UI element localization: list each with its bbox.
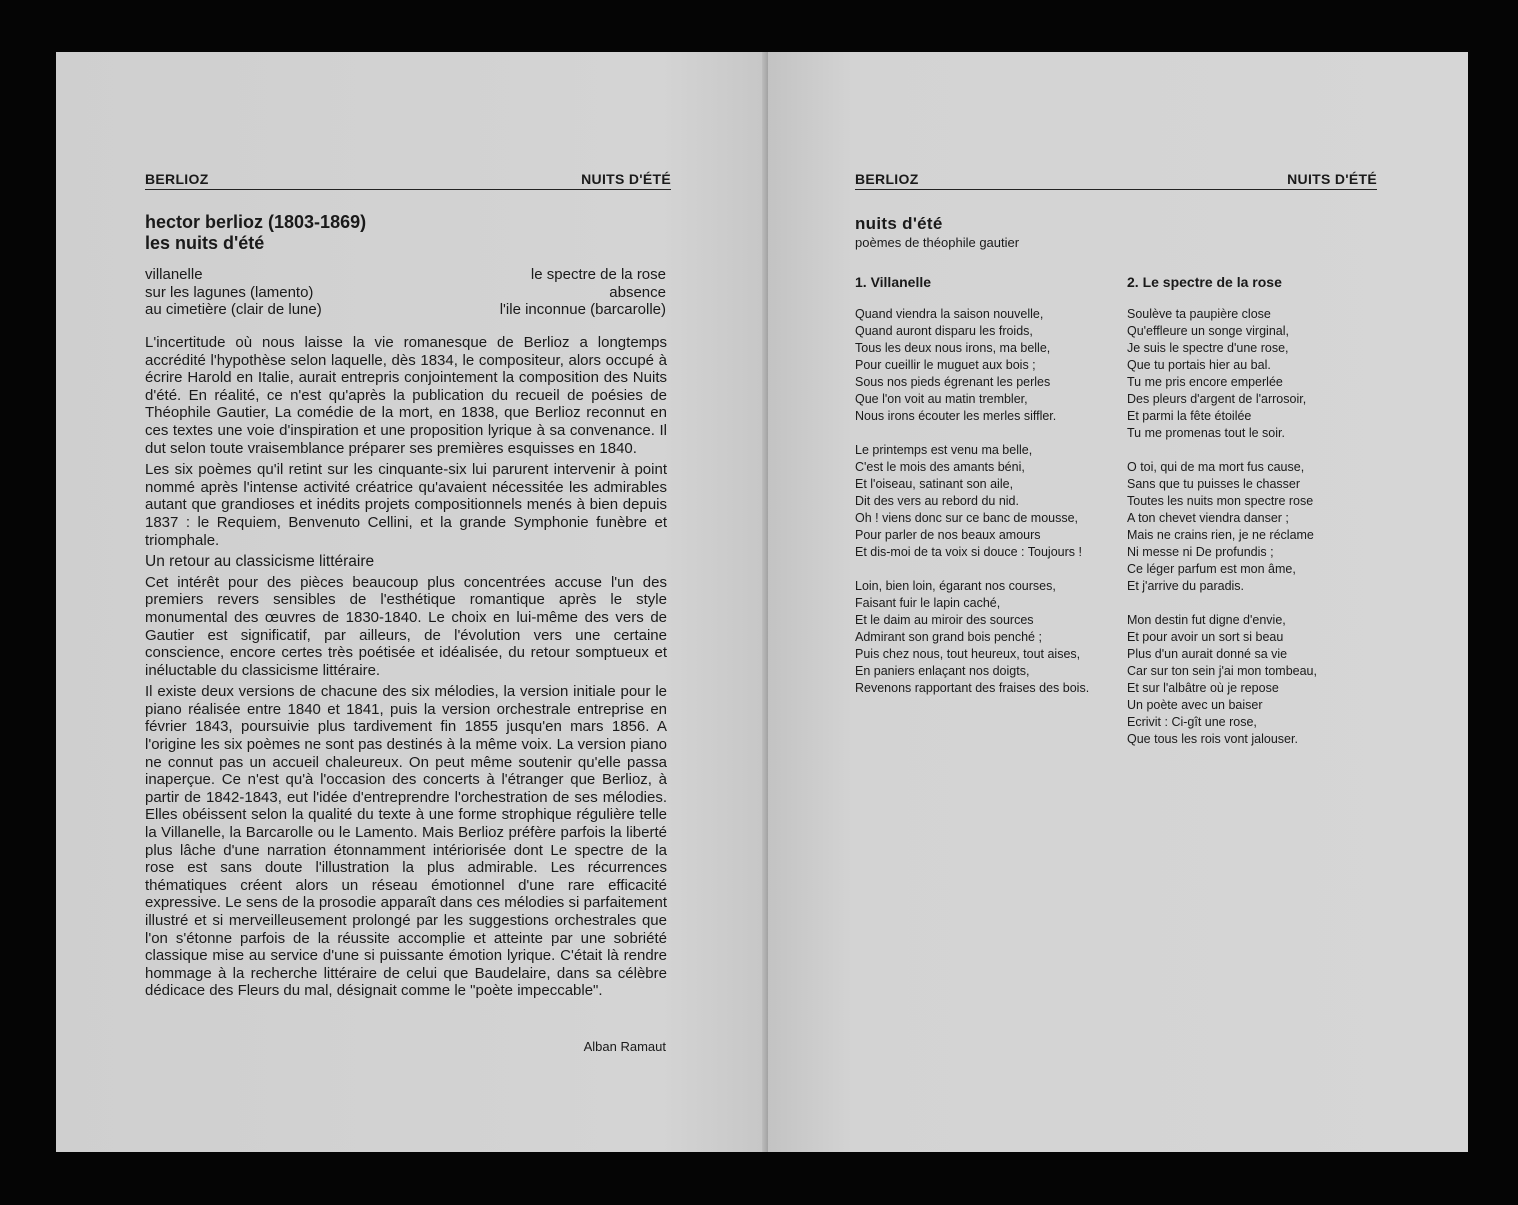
poem-stanza bbox=[855, 578, 1115, 697]
essay-paragraph-2: Les six poèmes qu'il retint sur les cinquante-six lui parurent intervenir à point nommé après l'intense activité créatrice qu'avaient nécessitée les admirables autant que grandioses et inédits projets compositionnels menés à bien depuis 1837 : le Requiem, Benvenuto Cellini, et la grande Symphonie funèbre et triomphale. bbox=[145, 461, 667, 549]
poem-villanelle bbox=[855, 273, 1115, 714]
poem-title: 2. Le spectre de la rose bbox=[1127, 274, 1282, 290]
song-title: villanelle bbox=[145, 266, 203, 283]
poem-line: Que tu portais hier au bal. bbox=[1127, 358, 1271, 372]
poem-stanza bbox=[855, 442, 1115, 561]
poem-line: Toutes les nuits mon spectre rose bbox=[1127, 494, 1314, 508]
poem-line: Admirant son grand bois penché ; bbox=[855, 630, 1042, 644]
poem-line: Et parmi la fête étoilée bbox=[1127, 409, 1252, 423]
poem-line: Et le daim au miroir des sources bbox=[855, 613, 1034, 627]
article-title bbox=[145, 212, 366, 254]
running-header-right-page bbox=[855, 171, 1377, 190]
poem-line: Ce léger parfum est mon âme, bbox=[1127, 562, 1296, 576]
running-header-left-page bbox=[145, 171, 671, 190]
poem-title: 1. Villanelle bbox=[855, 274, 932, 290]
header-composer: BERLIOZ bbox=[145, 171, 209, 187]
poem-line: Que tous les rois vont jalouser. bbox=[1127, 732, 1298, 746]
poem-line: Pour cueillir le muguet aux bois ; bbox=[855, 358, 1036, 372]
right-page bbox=[768, 52, 1468, 1152]
poem-line: Et j'arrive du paradis. bbox=[1127, 579, 1245, 593]
poem-stanza bbox=[855, 306, 1115, 425]
article-title-line-2: les nuits d'été bbox=[145, 233, 265, 253]
poem-line: Des pleurs d'argent de l'arrosoir, bbox=[1127, 392, 1307, 406]
essay-paragraph-1: L'incertitude où nous laisse la vie romanesque de Berlioz a longtemps accrédité l'hypothèse selon laquelle, dès 1834, le compositeur, alors occupé à écrire Harold en Italie, aurait entrepris conjointement la composition des Nuits d'été. En réalité, ce n'est qu'après la publication du recueil de poésies de Théophile Gautier, La comédie de la mort, en 1838, que Berlioz reconnut en ces textes une voie d'inspiration et une proposition lyrique à sa convenance. Il dut selon toute vraisemblance préparer ses premières esquisses en 1840. bbox=[145, 334, 667, 457]
poem-line: Qu'effleure un songe virginal, bbox=[1127, 324, 1289, 338]
poem-line: Car sur ton sein j'ai mon tombeau, bbox=[1127, 664, 1317, 678]
poem-line: Le printemps est venu ma belle, bbox=[855, 443, 1033, 457]
poem-line: Soulève ta paupière close bbox=[1127, 307, 1271, 321]
poem-line: Dit des vers au rebord du nid. bbox=[855, 494, 1019, 508]
poem-line: En paniers enlaçant nos doigts, bbox=[855, 664, 1030, 678]
poem-line: Tous les deux nous irons, ma belle, bbox=[855, 341, 1051, 355]
poem-line: Nous irons écouter les merles siffler. bbox=[855, 409, 1057, 423]
poem-line: Que l'on voit au matin trembler, bbox=[855, 392, 1028, 406]
poem-line: Sous nos pieds égrenant les perles bbox=[855, 375, 1051, 389]
poem-stanza bbox=[1127, 459, 1367, 595]
poem-line: Quand viendra la saison nouvelle, bbox=[855, 307, 1044, 321]
song-title: sur les lagunes (lamento) bbox=[145, 283, 314, 301]
song-list-row bbox=[145, 266, 666, 284]
song-title: absence bbox=[609, 283, 666, 301]
poem-line: Et sur l'albâtre où je repose bbox=[1127, 681, 1279, 695]
essay-body bbox=[145, 334, 667, 1004]
header-work-title: NUITS D'ÉTÉ bbox=[1287, 171, 1377, 187]
poem-line: Et l'oiseau, satinant son aile, bbox=[855, 477, 1014, 491]
poem-line: Et pour avoir un sort si beau bbox=[1127, 630, 1284, 644]
header-composer: BERLIOZ bbox=[855, 171, 919, 187]
author-signature: Alban Ramaut bbox=[583, 1039, 666, 1054]
song-list-row bbox=[145, 284, 666, 302]
poem-line: Tu me promenas tout le soir. bbox=[1127, 426, 1285, 440]
poem-line: Mais ne crains rien, je ne réclame bbox=[1127, 528, 1314, 542]
poem-line: Mon destin fut digne d'envie, bbox=[1127, 613, 1286, 627]
poem-line: A ton chevet viendra danser ; bbox=[1127, 511, 1289, 525]
song-title: l'ile inconnue (barcarolle) bbox=[499, 301, 666, 318]
header-work-title: NUITS D'ÉTÉ bbox=[581, 171, 671, 187]
article-title-line-1: hector berlioz (1803-1869) bbox=[145, 212, 367, 232]
song-title: le spectre de la rose bbox=[530, 266, 666, 283]
poem-line: Et dis-moi de ta voix si douce : Toujours ! bbox=[855, 545, 1082, 559]
poem-line: Pour parler de nos beaux amours bbox=[855, 528, 1041, 542]
poem-line: Faisant fuir le lapin caché, bbox=[855, 596, 1001, 610]
poem-line: Ecrivit : Ci-gît une rose, bbox=[1127, 715, 1257, 729]
poem-line: C'est le mois des amants béni, bbox=[855, 460, 1025, 474]
poem-line: Quand auront disparu les froids, bbox=[855, 324, 1033, 338]
poem-line: Sans que tu puisses le chasser bbox=[1127, 477, 1301, 491]
poem-line: Un poète avec un baiser bbox=[1127, 698, 1263, 712]
poem-stanza bbox=[1127, 306, 1367, 442]
left-page bbox=[56, 52, 768, 1152]
poem-line: Revenons rapportant des fraises des bois. bbox=[855, 681, 1090, 695]
poem-line: Je suis le spectre d'une rose, bbox=[1127, 341, 1289, 355]
poem-line: Plus d'un aurait donné sa vie bbox=[1127, 647, 1288, 661]
poem-line: Oh ! viens donc sur ce banc de mousse, bbox=[855, 511, 1079, 525]
song-title: au cimetière (clair de lune) bbox=[145, 301, 322, 318]
cycle-subtitle: poèmes de théophile gautier bbox=[855, 235, 1020, 250]
poem-line: Puis chez nous, tout heureux, tout aises, bbox=[855, 647, 1081, 661]
poem-line: Tu me pris encore emperlée bbox=[1127, 375, 1283, 389]
essay-paragraph-4: Il existe deux versions de chacune des six mélodies, la version initiale pour le piano réalisée entre 1840 et 1841, puis la version orchestrale entreprise en février 1843, poursuivie plus tardivement fin 1855 jusqu'en mars 1856. A l'origine les six poèmes ne sont pas destinés à la même voix. La version piano ne connut pas un accueil chaleureux. On peut même soutenir qu'elle passa inaperçue. Ce n'est qu'à l'occasion des concerts à l'étranger que Berlioz, à partir de 1842-1843, eut l'idée d'entreprendre l'orchestration de ses mélodies. Elles obéissent selon la qualité du texte à une forme strophique régulière telle la Villanelle, la Barcarolle ou le Lamento. Mais Berlioz préfère parfois la liberté plus lâche d'une narration étonnamment intériorisée dont Le spectre de la rose est sans doute l'illustration la plus admirable. Les récurrences thématiques créent alors un réseau émotionnel d'une rare efficacité expressive. Le sens de la prosodie apparaît dans ces mélodies si parfaitement illustré et si merveilleusement prolongé par les suggestions orchestrales que l'on s'étonne parfois de la réussite accomplie et atteinte par une sobriété classique mise au service d'une si puissante émotion lyrique. C'était là rendre hommage à la recherche littéraire de celui que Baudelaire, dans sa célèbre dédicace des Fleurs du mal, désignait comme le "poète impeccable". bbox=[145, 683, 667, 1000]
poem-stanza bbox=[1127, 612, 1367, 748]
essay-subheading: Un retour au classicisme littéraire bbox=[145, 553, 375, 571]
song-list-row bbox=[145, 301, 666, 319]
poem-line: Loin, bien loin, égarant nos courses, bbox=[855, 579, 1056, 593]
essay-paragraph-3: Cet intérêt pour des pièces beaucoup plus concentrées accuse l'un des premiers revers sensibles de l'esthétique romantique après le style monumental des œuvres de 1830-1840. Le choix en lui-même des vers de Gautier est significatif, par ailleurs, de l'évolution vers une certaine conscience, encore certes très poétisée et idéalisée, du retour somptueux et inéluctable du classicisme littéraire. bbox=[145, 573, 667, 679]
poem-line: O toi, qui de ma mort fus cause, bbox=[1127, 460, 1305, 474]
poem-line: Ni messe ni De profundis ; bbox=[1127, 545, 1274, 559]
cycle-title: nuits d'été bbox=[855, 214, 943, 233]
song-list bbox=[145, 266, 666, 319]
poem-spectre-de-la-rose bbox=[1127, 273, 1367, 765]
